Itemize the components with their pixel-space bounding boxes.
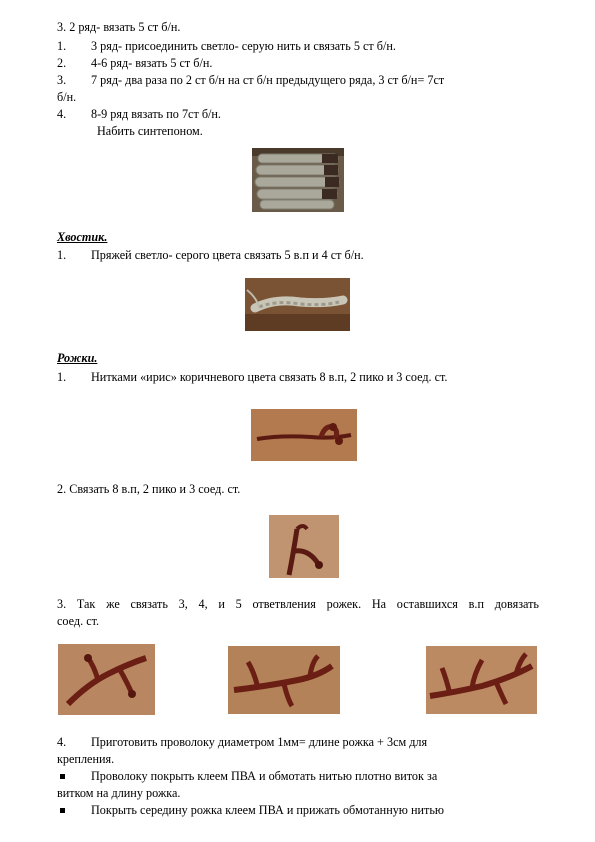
photo-gray-strips xyxy=(252,148,344,212)
photo-horn-step2 xyxy=(269,515,339,578)
item-text: 7 ряд- два раза по 2 ст б/н на ст б/н предыдущего ряда, 3 ст б/н= 7ст xyxy=(91,73,445,87)
item-text-continuation: б/н. xyxy=(57,90,77,104)
item-text: 8-9 ряд вязать по 7ст б/н. xyxy=(91,107,221,121)
bullet-marker xyxy=(60,774,65,779)
tail-instruction: Пряжей светло- серого цвета связать 5 в.п и 4 ст б/н. xyxy=(91,248,364,262)
bullet2-line1: Покрыть середину рожка клеем ПВА и прижать обмотанную нитью xyxy=(91,803,444,817)
horns-step4-line2: крепления. xyxy=(57,752,115,766)
item-number: 1. xyxy=(57,248,67,262)
horns-heading: Рожки. xyxy=(57,351,98,365)
bullet1-line1: Проволоку покрыть клеем ПВА и обмотать нитью плотно виток за xyxy=(91,769,438,783)
item-number: 3. xyxy=(57,73,67,87)
item-text: 4-6 ряд- вязать 5 ст б/н. xyxy=(91,56,213,70)
item-number: 4. xyxy=(57,735,67,749)
photo-tail xyxy=(245,278,350,331)
horns-step3-line1: 3. Так же связать 3, 4, и 5 ответвления рожек. На оставшихся в.п довязать xyxy=(57,597,539,611)
photo-horn-branch-4 xyxy=(228,646,340,714)
photo-horn-step1 xyxy=(251,409,357,461)
photo-horn-branch-5 xyxy=(426,646,537,714)
item-number: 1. xyxy=(57,370,67,384)
stuff-instruction: Набить синтепоном. xyxy=(97,124,203,138)
horns-step4-line1: Приготовить проволоку диаметром 1мм= длине рожка + 3см для xyxy=(91,735,428,749)
row-2-line: 3. 2 ряд- вязать 5 ст б/н. xyxy=(57,20,181,34)
horns-step2: 2. Связать 8 в.п, 2 пико и 3 соед. ст. xyxy=(57,482,241,496)
bullet-marker xyxy=(60,808,65,813)
item-number: 2. xyxy=(57,56,67,70)
item-number: 1. xyxy=(57,39,67,53)
horns-step1: Нитками «ирис» коричневого цвета связать 8 в.п, 2 пико и 3 соед. ст. xyxy=(91,370,448,384)
photo-horn-branch-3 xyxy=(58,644,155,715)
bullet1-line2: витком на длину рожка. xyxy=(57,786,181,800)
item-number: 4. xyxy=(57,107,67,121)
horns-step3-line2: соед. ст. xyxy=(57,614,100,628)
tail-heading: Хвостик. xyxy=(57,230,108,244)
item-text: 3 ряд- присоединить светло- серую нить и связать 5 ст б/н. xyxy=(91,39,396,53)
